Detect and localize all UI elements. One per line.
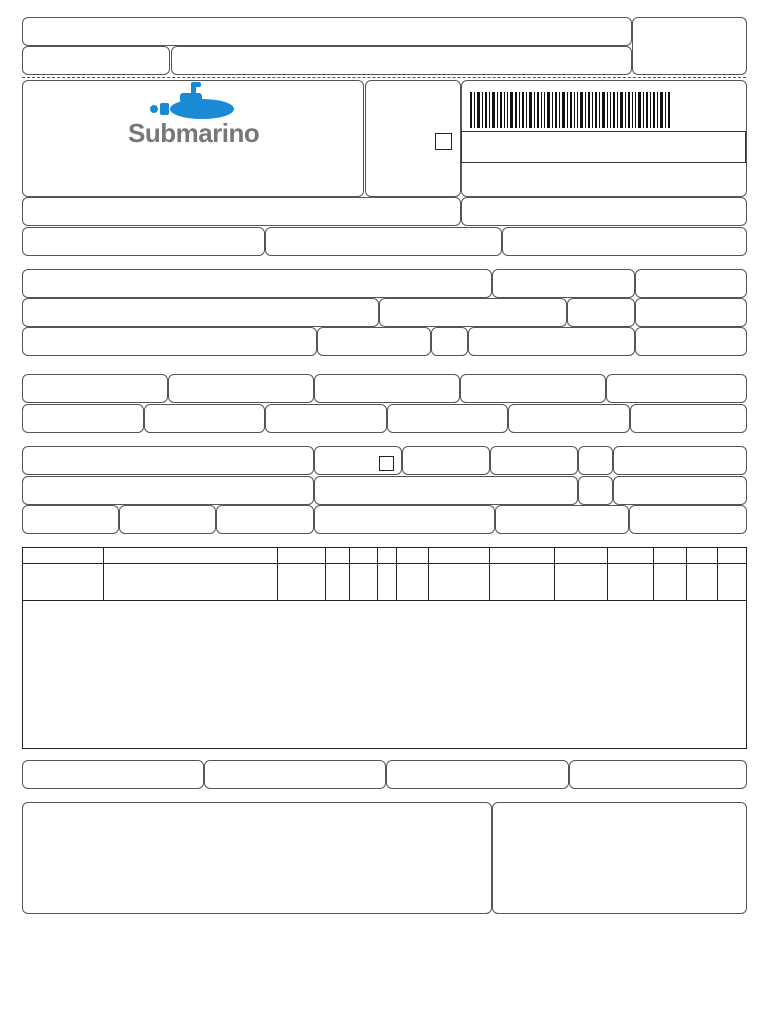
tax-field-2 [168, 374, 314, 403]
issqn-field-2 [204, 760, 386, 789]
state-registration-field [22, 227, 265, 256]
carrier-address-field [22, 476, 314, 505]
products-col-divider [325, 548, 326, 600]
vehicle-plate-field [490, 446, 578, 475]
tax-field-1 [22, 374, 168, 403]
products-col-divider [607, 548, 608, 600]
fisco-reserved-box [492, 802, 747, 914]
products-col-divider [717, 548, 718, 600]
volume-quantity-field [22, 505, 119, 534]
recipient-tax-id-field [492, 269, 635, 298]
volume-species-field [119, 505, 216, 534]
logo-text: Submarino [128, 118, 260, 148]
tax-field-4 [460, 374, 606, 403]
issqn-field-4 [569, 760, 747, 789]
recipient-ie-field [468, 327, 635, 356]
authorization-protocol-field [461, 197, 747, 226]
carrier-state-field [578, 476, 613, 505]
products-table [22, 547, 747, 749]
products-body-line [23, 600, 746, 601]
receipt-stub-field-4 [171, 46, 632, 75]
logo [120, 80, 265, 150]
volume-brand-field [216, 505, 314, 534]
antt-code-field [402, 446, 490, 475]
issqn-field-3 [386, 760, 569, 789]
recipient-district-field [379, 298, 567, 327]
carrier-ie-field [613, 476, 747, 505]
receipt-stub-field-3 [22, 46, 170, 75]
carrier-tax-id-field [613, 446, 747, 475]
tax-field-11 [630, 404, 747, 433]
entry-exit-checkbox[interactable] [435, 133, 452, 150]
net-weight-field [629, 505, 747, 534]
tax-field-9 [387, 404, 508, 433]
receipt-stub-field-1 [22, 17, 632, 46]
products-col-divider [428, 548, 429, 600]
products-col-divider [396, 548, 397, 600]
issue-date-field [635, 269, 747, 298]
products-col-divider [277, 548, 278, 600]
products-col-divider [489, 548, 490, 600]
recipient-state-field [431, 327, 468, 356]
products-col-divider [554, 548, 555, 600]
products-col-divider [377, 548, 378, 600]
recipient-phone-field [317, 327, 431, 356]
recipient-name-field [22, 269, 492, 298]
issqn-field-1 [22, 760, 204, 789]
access-key-field [461, 131, 746, 163]
substitute-registration-field [265, 227, 502, 256]
recipient-address-field [22, 298, 379, 327]
tax-field-5 [606, 374, 747, 403]
products-header-line [23, 563, 746, 564]
tax-field-3 [314, 374, 460, 403]
products-col-divider [686, 548, 687, 600]
tax-field-10 [508, 404, 630, 433]
exit-time-field [635, 327, 747, 356]
receipt-stub-field-2 [632, 17, 747, 75]
cut-line [22, 77, 746, 78]
carrier-name-field [22, 446, 314, 475]
freight-payer-checkbox[interactable] [379, 456, 394, 471]
tax-field-7 [144, 404, 265, 433]
recipient-city-field [22, 327, 317, 356]
volume-number-field [314, 505, 495, 534]
products-col-divider [653, 548, 654, 600]
issuer-tax-id-field [502, 227, 747, 256]
products-col-divider [349, 548, 350, 600]
operation-nature-field [22, 197, 461, 226]
additional-info-box [22, 802, 492, 914]
tax-field-6 [22, 404, 144, 433]
carrier-city-field [314, 476, 578, 505]
products-col-divider [103, 548, 104, 600]
gross-weight-field [495, 505, 629, 534]
exit-date-field [635, 298, 747, 327]
recipient-zip-field [567, 298, 635, 327]
barcode-icon [470, 92, 670, 128]
submarine-icon [120, 80, 265, 122]
tax-field-8 [265, 404, 387, 433]
vehicle-state-field [578, 446, 613, 475]
